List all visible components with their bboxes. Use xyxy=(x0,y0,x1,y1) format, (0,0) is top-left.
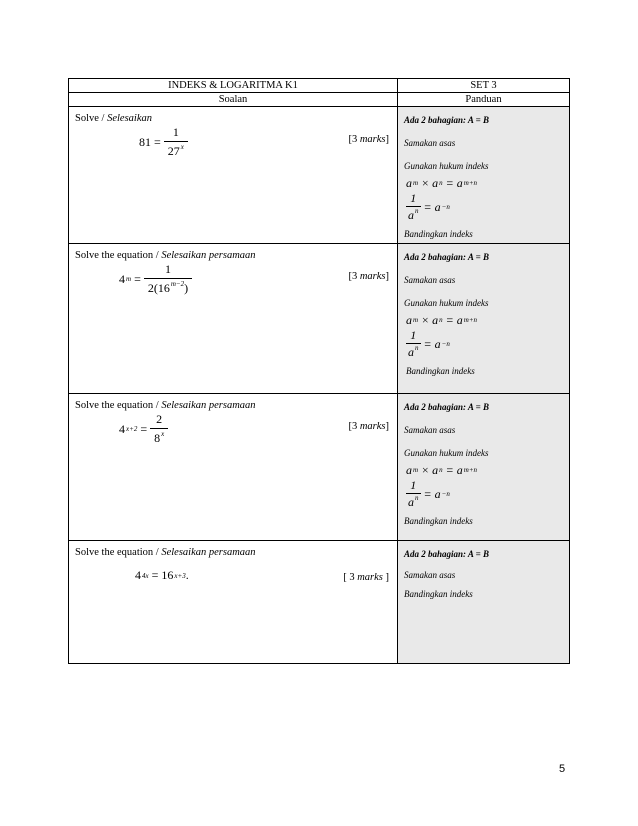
column-header-soalan: Soalan xyxy=(69,93,398,107)
guide-use-laws: Gunakan hukum indeks xyxy=(404,448,489,458)
question-cell-1 xyxy=(69,107,398,244)
index-laws: a m × a n = a m+n $\frac{1}{a^n}$ = a −n xyxy=(406,462,478,509)
question-prompt: Solve / Selesaikan xyxy=(75,113,152,124)
question-prompt: Solve the equation / Selesaikan persamaan xyxy=(75,400,256,411)
index-laws: a m × a n = a m+n $\frac{1}{a^n}$ = a −n xyxy=(406,175,478,222)
guide-cell-4 xyxy=(398,541,570,664)
guide-same-base: Samakan asas xyxy=(404,570,456,580)
page-number: 5 xyxy=(559,763,566,775)
question-cell-4 xyxy=(69,541,398,664)
question-row-2 xyxy=(69,244,570,394)
question-table xyxy=(68,78,570,664)
marks-label: [3 marks] xyxy=(348,421,389,432)
question-prompt: Solve the equation / Selesaikan persamaan xyxy=(75,547,256,558)
marks-label: [3 marks] xyxy=(348,134,389,145)
guide-same-base: Samakan asas xyxy=(404,275,456,285)
guide-parts: Ada 2 bahagian: A = B xyxy=(404,402,490,412)
guide-cell-3 xyxy=(398,394,570,541)
index-laws: a m × a n = a m+n $\frac{1}{a^n}$ = a −n xyxy=(406,312,478,359)
guide-parts: Ada 2 bahagian: A = B xyxy=(404,549,490,559)
marks-label: [ 3 marks ] xyxy=(343,572,389,583)
header-row xyxy=(69,79,570,93)
guide-compare: Bandingkan indeks xyxy=(404,229,473,239)
guide-use-laws: Gunakan hukum indeks xyxy=(404,161,489,171)
question-row-1 xyxy=(69,107,570,244)
question-prompt: Solve the equation / Selesaikan persamaan xyxy=(75,250,256,261)
guide-compare: Bandingkan indeks xyxy=(404,516,473,526)
question-cell-3 xyxy=(69,394,398,541)
column-header-row xyxy=(69,93,570,107)
guide-compare: Bandingkan indeks xyxy=(404,589,473,599)
table-title: INDEKS & LOGARITMA K1 xyxy=(69,79,398,93)
marks-label: [3 marks] xyxy=(348,271,389,282)
guide-use-laws: Gunakan hukum indeks xyxy=(404,298,489,308)
set-label: SET 3 xyxy=(398,79,570,93)
question-equation: 4 4x = 16 x+3 . xyxy=(135,568,189,582)
guide-cell-1 xyxy=(398,107,570,244)
question-row-3 xyxy=(69,394,570,541)
guide-compare: Bandingkan indeks xyxy=(406,366,475,376)
question-equation: 81 = $\frac{1}{27^x}$ xyxy=(139,125,191,159)
guide-cell-2 xyxy=(398,244,570,394)
question-cell-2 xyxy=(69,244,398,394)
question-row-4 xyxy=(69,541,570,664)
column-header-panduan: Panduan xyxy=(398,93,570,107)
question-equation: 4 x+2 = $\frac{2}{8^x}$ xyxy=(119,412,171,446)
guide-parts: Ada 2 bahagian: A = B xyxy=(404,115,490,125)
guide-same-base: Samakan asas xyxy=(404,138,456,148)
question-equation: 4 m = $\frac{1}{2(16^{m-2})}$ xyxy=(119,262,195,296)
guide-same-base: Samakan asas xyxy=(404,425,456,435)
guide-parts: Ada 2 bahagian: A = B xyxy=(404,252,490,262)
